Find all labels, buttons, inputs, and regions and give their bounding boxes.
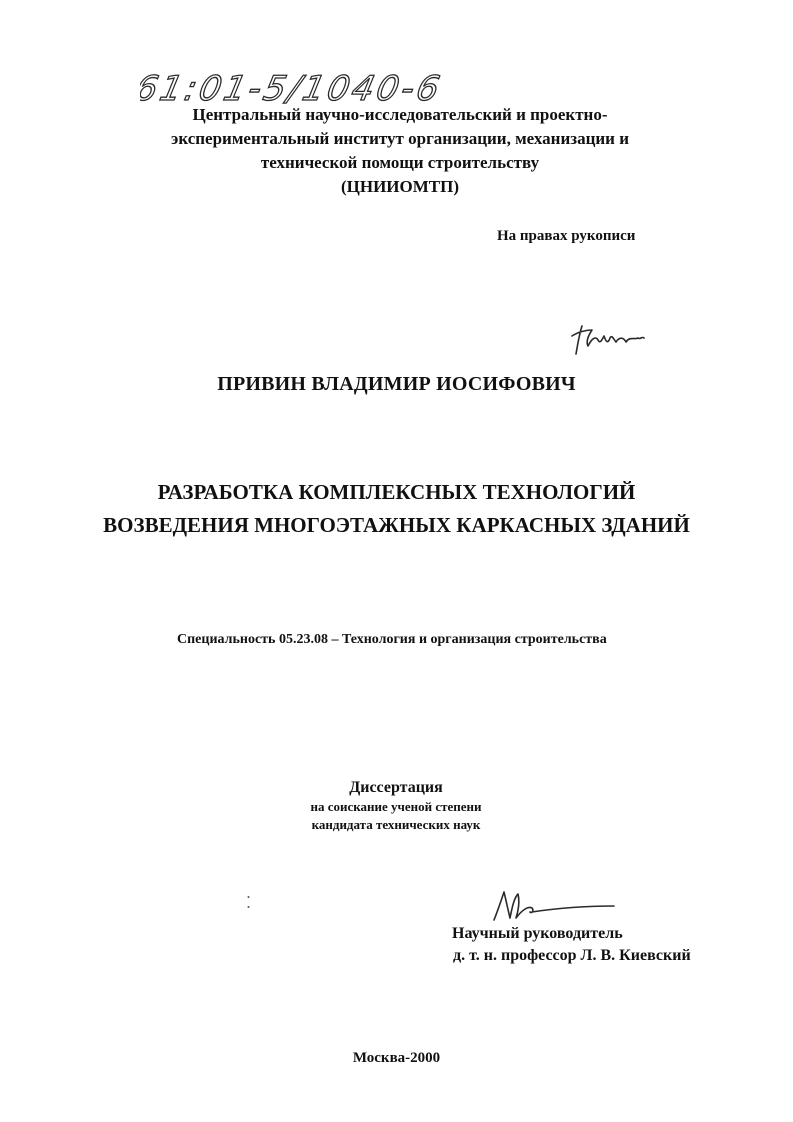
archive-code-handwritten xyxy=(140,60,480,108)
author-name: ПРИВИН ВЛАДИМИР ИОСИФОВИЧ xyxy=(217,373,576,395)
institute-header xyxy=(150,103,650,199)
specialty-line: Специальность 05.23.08 – Технология и организация строительства xyxy=(177,632,607,647)
scan-speck-svg xyxy=(247,895,250,909)
title-line-1: РАЗРАБОТКА КОМПЛЕКСНЫХ ТЕХНОЛОГИЙ xyxy=(157,480,636,504)
institute-line-1: Центральный научно-исследовательский и проектно- xyxy=(192,105,608,124)
institute-line-2: экспериментальный институт организации, механизации и xyxy=(170,129,630,148)
supervisor-name: д. т. н. профессор Л. В. Киевский xyxy=(453,947,691,964)
supervisor-role: Научный руководитель xyxy=(452,925,623,942)
degree-line-2: кандидата технических наук xyxy=(311,817,481,832)
archive-code-svg xyxy=(140,60,480,108)
supervisor-signature-svg xyxy=(488,886,618,926)
dissertation-heading: Диссертация xyxy=(349,779,443,796)
institute-line-3: технической помощи строительству xyxy=(260,153,540,172)
archive-code-text: 61:01-5/1040-6 xyxy=(140,69,446,108)
thesis-title xyxy=(0,476,793,542)
title-line-2: ВОЗВЕДЕНИЯ МНОГОЭТАЖНЫХ КАРКАСНЫХ ЗДАНИЙ xyxy=(103,513,690,537)
supervisor-block xyxy=(452,923,691,967)
city-year: Москва-2000 xyxy=(352,1050,441,1066)
author-signature xyxy=(568,318,646,358)
author-signature-svg xyxy=(568,318,646,358)
institute-abbreviation: (ЦНИИОМТП) xyxy=(340,177,460,196)
degree-line-1: на соискание ученой степени xyxy=(310,799,482,814)
manuscript-rights: На правах рукописи xyxy=(497,228,636,244)
dissertation-block xyxy=(296,778,496,834)
scan-speck xyxy=(247,895,250,909)
supervisor-signature xyxy=(488,886,618,926)
